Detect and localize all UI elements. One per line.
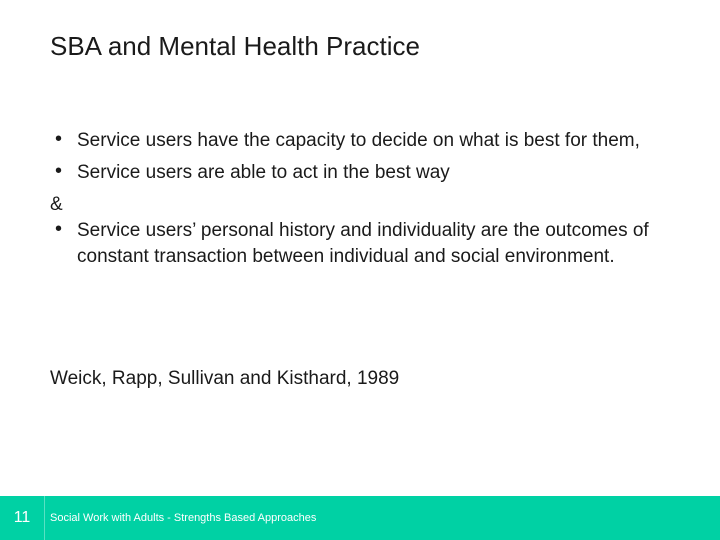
connector-text: &	[50, 194, 63, 215]
slide-title: SBA and Mental Health Practice	[50, 31, 420, 61]
bullet-item	[50, 128, 690, 154]
footer-course-title: Social Work with Adults - Strengths Based Approaches	[50, 512, 317, 524]
bullet-icon: •	[55, 128, 63, 150]
bullet-text: Service users’ personal history and individuality are the outcomes of constant transaction between individual and social environment.	[77, 220, 649, 267]
bullet-text: Service users have the capacity to decide on what is best for them,	[77, 130, 640, 151]
bullet-text: Service users are able to act in the best way	[77, 162, 450, 183]
citation: Weick, Rapp, Sullivan and Kisthard, 1989	[50, 368, 400, 389]
bullet-icon: •	[55, 218, 63, 240]
footer-divider	[44, 496, 45, 540]
footer-bar	[0, 496, 720, 540]
bullet-item	[50, 218, 690, 270]
slide-content	[50, 128, 690, 270]
bullet-icon: •	[55, 160, 63, 182]
bullet-item	[50, 160, 690, 186]
page-number: 11	[13, 509, 31, 526]
